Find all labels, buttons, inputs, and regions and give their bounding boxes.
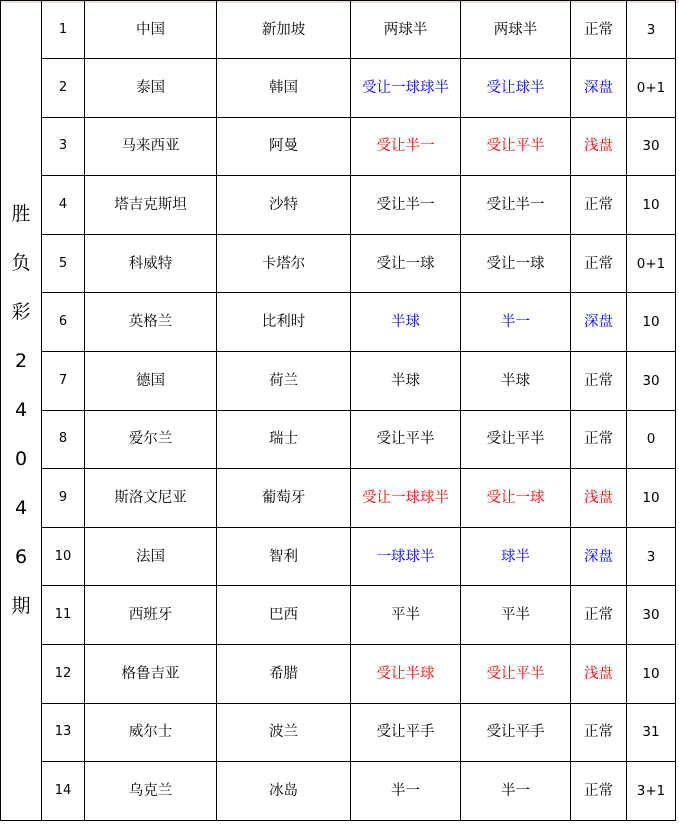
match-number-cell: 14 — [42, 762, 85, 821]
table-row — [1, 410, 676, 469]
home-team-cell: 中国 — [85, 1, 217, 59]
table-row — [1, 762, 676, 821]
match-number-cell: 3 — [42, 117, 85, 176]
handicap-current-cell: 半一 — [461, 762, 571, 821]
count-cell: 0 — [627, 410, 676, 469]
home-team-cell: 西班牙 — [85, 586, 217, 645]
count-cell: 10 — [627, 644, 676, 703]
handicap-initial-cell: 受让半一 — [351, 176, 461, 235]
away-team-cell: 新加坡 — [217, 1, 351, 59]
handicap-initial-cell: 半球 — [351, 293, 461, 352]
table-row — [1, 59, 676, 118]
table-row — [1, 586, 676, 645]
table-row — [1, 703, 676, 762]
handicap-current-cell: 平半 — [461, 586, 571, 645]
handicap-current-cell: 两球半 — [461, 1, 571, 59]
handicap-initial-cell: 受让一球球半 — [351, 59, 461, 118]
handicap-initial-cell: 受让一球球半 — [351, 469, 461, 528]
period-label-char: 胜 — [11, 202, 31, 225]
period-label-char: 负 — [11, 251, 31, 274]
count-cell: 10 — [627, 469, 676, 528]
away-team-cell: 荷兰 — [217, 351, 351, 410]
table-row — [1, 1, 676, 59]
odds-type-cell: 正常 — [571, 586, 627, 645]
handicap-current-cell: 受让平半 — [461, 117, 571, 176]
handicap-initial-cell: 半一 — [351, 762, 461, 821]
match-number-cell: 7 — [42, 351, 85, 410]
handicap-initial-cell: 半球 — [351, 351, 461, 410]
period-label-char: 4 — [14, 398, 28, 421]
period-label — [1, 190, 41, 631]
home-team-cell: 法国 — [85, 527, 217, 586]
handicap-initial-cell: 受让平手 — [351, 703, 461, 762]
odds-type-cell: 正常 — [571, 762, 627, 821]
table-row — [1, 469, 676, 528]
count-cell: 10 — [627, 293, 676, 352]
home-team-cell: 德国 — [85, 351, 217, 410]
handicap-initial-cell: 受让半一 — [351, 117, 461, 176]
match-number-cell: 4 — [42, 176, 85, 235]
handicap-initial-cell: 两球半 — [351, 1, 461, 59]
home-team-cell: 威尔士 — [85, 703, 217, 762]
match-number-cell: 11 — [42, 586, 85, 645]
home-team-cell: 乌克兰 — [85, 762, 217, 821]
bottom-margin — [0, 821, 679, 827]
away-team-cell: 葡萄牙 — [217, 469, 351, 528]
away-team-cell: 卡塔尔 — [217, 234, 351, 293]
table-row — [1, 644, 676, 703]
away-team-cell: 冰岛 — [217, 762, 351, 821]
odds-type-cell: 浅盘 — [571, 117, 627, 176]
away-team-cell: 阿曼 — [217, 117, 351, 176]
count-cell: 3+1 — [627, 762, 676, 821]
count-cell: 31 — [627, 703, 676, 762]
match-number-cell: 8 — [42, 410, 85, 469]
period-label-char: 4 — [14, 496, 28, 519]
odds-type-cell: 浅盘 — [571, 469, 627, 528]
handicap-initial-cell: 一球球半 — [351, 527, 461, 586]
match-number-cell: 2 — [42, 59, 85, 118]
handicap-current-cell: 受让平半 — [461, 410, 571, 469]
away-team-cell: 希腊 — [217, 644, 351, 703]
table-row — [1, 234, 676, 293]
table-row — [1, 351, 676, 410]
count-cell: 0+1 — [627, 59, 676, 118]
count-cell: 10 — [627, 176, 676, 235]
odds-type-cell: 正常 — [571, 176, 627, 235]
period-label-char: 2 — [14, 349, 28, 372]
count-cell: 3 — [627, 527, 676, 586]
count-cell: 0+1 — [627, 234, 676, 293]
match-number-cell: 6 — [42, 293, 85, 352]
odds-type-cell: 深盘 — [571, 527, 627, 586]
handicap-initial-cell: 受让半球 — [351, 644, 461, 703]
handicap-initial-cell: 受让一球 — [351, 234, 461, 293]
period-label-char: 6 — [14, 545, 28, 568]
odds-type-cell: 深盘 — [571, 59, 627, 118]
away-team-cell: 比利时 — [217, 293, 351, 352]
odds-type-cell: 正常 — [571, 234, 627, 293]
handicap-current-cell: 球半 — [461, 527, 571, 586]
period-label-cell — [1, 1, 42, 821]
odds-type-cell: 正常 — [571, 1, 627, 59]
home-team-cell: 塔吉克斯坦 — [85, 176, 217, 235]
away-team-cell: 沙特 — [217, 176, 351, 235]
handicap-current-cell: 受让球半 — [461, 59, 571, 118]
handicap-current-cell: 半球 — [461, 351, 571, 410]
odds-type-cell: 正常 — [571, 703, 627, 762]
match-number-cell: 1 — [42, 1, 85, 59]
handicap-initial-cell: 平半 — [351, 586, 461, 645]
period-label-char: 彩 — [11, 300, 31, 323]
away-team-cell: 瑞士 — [217, 410, 351, 469]
handicap-current-cell: 受让一球 — [461, 234, 571, 293]
table-row — [1, 293, 676, 352]
home-team-cell: 爱尔兰 — [85, 410, 217, 469]
home-team-cell: 格鲁吉亚 — [85, 644, 217, 703]
away-team-cell: 波兰 — [217, 703, 351, 762]
away-team-cell: 巴西 — [217, 586, 351, 645]
odds-type-cell: 深盘 — [571, 293, 627, 352]
home-team-cell: 马来西亚 — [85, 117, 217, 176]
handicap-current-cell: 受让半一 — [461, 176, 571, 235]
handicap-current-cell: 半一 — [461, 293, 571, 352]
match-number-cell: 9 — [42, 469, 85, 528]
count-cell: 30 — [627, 117, 676, 176]
handicap-current-cell: 受让一球 — [461, 469, 571, 528]
match-number-cell: 13 — [42, 703, 85, 762]
handicap-initial-cell: 受让平半 — [351, 410, 461, 469]
match-number-cell: 5 — [42, 234, 85, 293]
period-label-char: 期 — [11, 594, 31, 617]
count-cell: 30 — [627, 351, 676, 410]
count-cell: 30 — [627, 586, 676, 645]
odds-type-cell: 浅盘 — [571, 644, 627, 703]
odds-type-cell: 正常 — [571, 351, 627, 410]
count-cell: 3 — [627, 1, 676, 59]
match-table-body — [1, 1, 676, 821]
home-team-cell: 泰国 — [85, 59, 217, 118]
handicap-current-cell: 受让平手 — [461, 703, 571, 762]
home-team-cell: 科威特 — [85, 234, 217, 293]
handicap-current-cell: 受让平半 — [461, 644, 571, 703]
table-row — [1, 176, 676, 235]
table-row — [1, 527, 676, 586]
home-team-cell: 斯洛文尼亚 — [85, 469, 217, 528]
match-number-cell: 10 — [42, 527, 85, 586]
period-label-char: 0 — [14, 447, 28, 470]
match-number-cell: 12 — [42, 644, 85, 703]
away-team-cell: 智利 — [217, 527, 351, 586]
table-row — [1, 117, 676, 176]
odds-type-cell: 正常 — [571, 410, 627, 469]
home-team-cell: 英格兰 — [85, 293, 217, 352]
away-team-cell: 韩国 — [217, 59, 351, 118]
